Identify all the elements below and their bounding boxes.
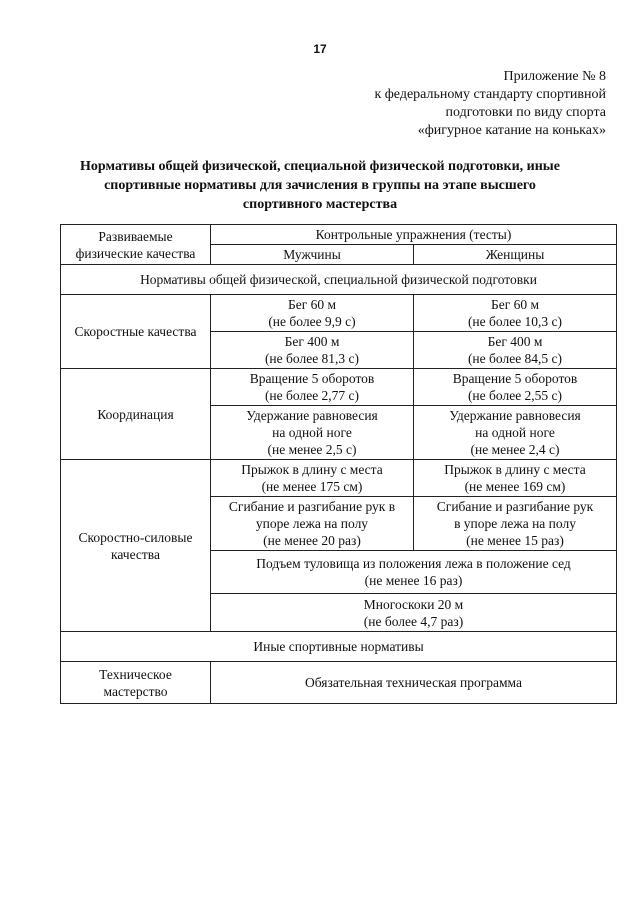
header-qualities-line: физические качества <box>75 245 196 261</box>
page-number: 17 <box>313 42 327 56</box>
norm-line: Бег 60 м <box>490 297 540 312</box>
norm-line: (не более 4,7 раз) <box>363 613 464 629</box>
table-row <box>61 460 617 497</box>
joint-norm-cell <box>211 551 617 594</box>
section-other-cell: Иные спортивные нормативы <box>61 632 617 662</box>
table-row <box>61 369 617 406</box>
norm-line: (не менее 15 раз) <box>466 533 564 548</box>
title-line: спортивные нормативы для зачисления в группы на этапе высшего <box>104 178 536 193</box>
norm-line: Бег 400 м <box>487 334 543 349</box>
norm-line: Сгибание и разгибание рук <box>436 499 594 514</box>
norm-line: (не менее 2,4 с) <box>470 442 560 457</box>
header-row <box>61 225 617 245</box>
norm-line: (не менее 175 см) <box>261 479 363 494</box>
women-norm-cell <box>414 295 617 332</box>
norm-line: (не менее 2,5 с) <box>267 442 357 457</box>
norm-line: (не менее 20 раз) <box>263 533 361 548</box>
norm-line: (не более 10,3 с) <box>467 314 563 329</box>
norm-line: Удержание равновесия <box>449 408 581 423</box>
women-norm-cell <box>414 369 617 406</box>
quality-line: качества <box>110 546 160 562</box>
norm-line: на одной ноге <box>475 425 555 440</box>
norm-line: Прыжок в длину с места <box>241 462 383 477</box>
table-row <box>61 662 617 704</box>
appendix-line: Приложение № 8 <box>503 69 606 84</box>
joint-norm-cell <box>211 594 617 632</box>
norm-line: Вращение 5 оборотов <box>452 371 578 386</box>
header-women-cell: Женщины <box>414 245 617 265</box>
norm-line: Подъем туловища из положения лежа в положение сед <box>256 556 571 571</box>
quality-line: мастерство <box>103 683 168 699</box>
norm-line: на одной ноге <box>272 425 352 440</box>
quality-line: Скоростно-силовые <box>78 529 193 545</box>
norm-line: Многоскоки 20 м <box>363 596 464 612</box>
section-other-row <box>61 632 617 662</box>
men-norm-cell <box>211 497 414 551</box>
women-norm-cell <box>414 497 617 551</box>
quality-speed-strength-cell <box>61 460 211 632</box>
norm-line: Бег 60 м <box>287 297 337 312</box>
quality-coordination-cell: Координация <box>61 369 211 460</box>
appendix-line: «фигурное катание на коньках» <box>417 123 606 138</box>
norm-line: в упоре лежа на полу <box>454 516 576 531</box>
norm-line: (не более 9,9 с) <box>268 314 356 329</box>
header-tests-cell: Контрольные упражнения (тесты) <box>211 225 617 245</box>
norm-line: (не менее 169 см) <box>464 479 566 494</box>
section-general-cell: Нормативы общей физической, специальной физической подготовки <box>61 265 617 295</box>
norm-line: Прыжок в длину с места <box>444 462 586 477</box>
title-line: Нормативы общей физической, специальной физической подготовки, иные <box>80 159 560 174</box>
norm-line: Бег 400 м <box>284 334 340 349</box>
norms-table <box>60 224 617 704</box>
quality-speed-cell: Скоростные качества <box>61 295 211 369</box>
women-norm-cell <box>414 460 617 497</box>
quality-line: Техническое <box>99 666 172 682</box>
norm-line: (не более 2,77 с) <box>264 388 360 403</box>
norm-line: (не более 84,5 с) <box>467 351 563 366</box>
appendix-line: подготовки по виду спорта <box>445 105 606 120</box>
men-norm-cell <box>211 332 414 369</box>
section-general-row <box>61 265 617 295</box>
men-norm-cell <box>211 460 414 497</box>
title-line: спортивного мастерства <box>242 197 398 212</box>
norm-line: (не менее 16 раз) <box>364 573 463 588</box>
men-norm-cell <box>211 369 414 406</box>
women-norm-cell <box>414 332 617 369</box>
header-qualities-line: Развиваемые <box>98 228 173 244</box>
men-norm-cell <box>211 406 414 460</box>
norm-line: (не более 2,55 с) <box>467 388 563 403</box>
norm-line: Удержание равновесия <box>246 408 378 423</box>
document-title <box>60 157 580 214</box>
header-qualities-cell <box>61 225 211 265</box>
quality-technical-cell <box>61 662 211 704</box>
norm-line: упоре лежа на полу <box>255 516 369 531</box>
norm-line: Сгибание и разгибание рук в <box>228 499 396 514</box>
appendix-line: к федеральному стандарту спортивной <box>374 87 606 102</box>
norm-line: Вращение 5 оборотов <box>249 371 375 386</box>
table-row <box>61 295 617 332</box>
norm-line: (не более 81,3 с) <box>264 351 360 366</box>
women-norm-cell <box>414 406 617 460</box>
men-norm-cell <box>211 295 414 332</box>
appendix-note <box>374 68 606 140</box>
technical-program-cell: Обязательная техническая программа <box>211 662 617 704</box>
header-men-cell: Мужчины <box>211 245 414 265</box>
